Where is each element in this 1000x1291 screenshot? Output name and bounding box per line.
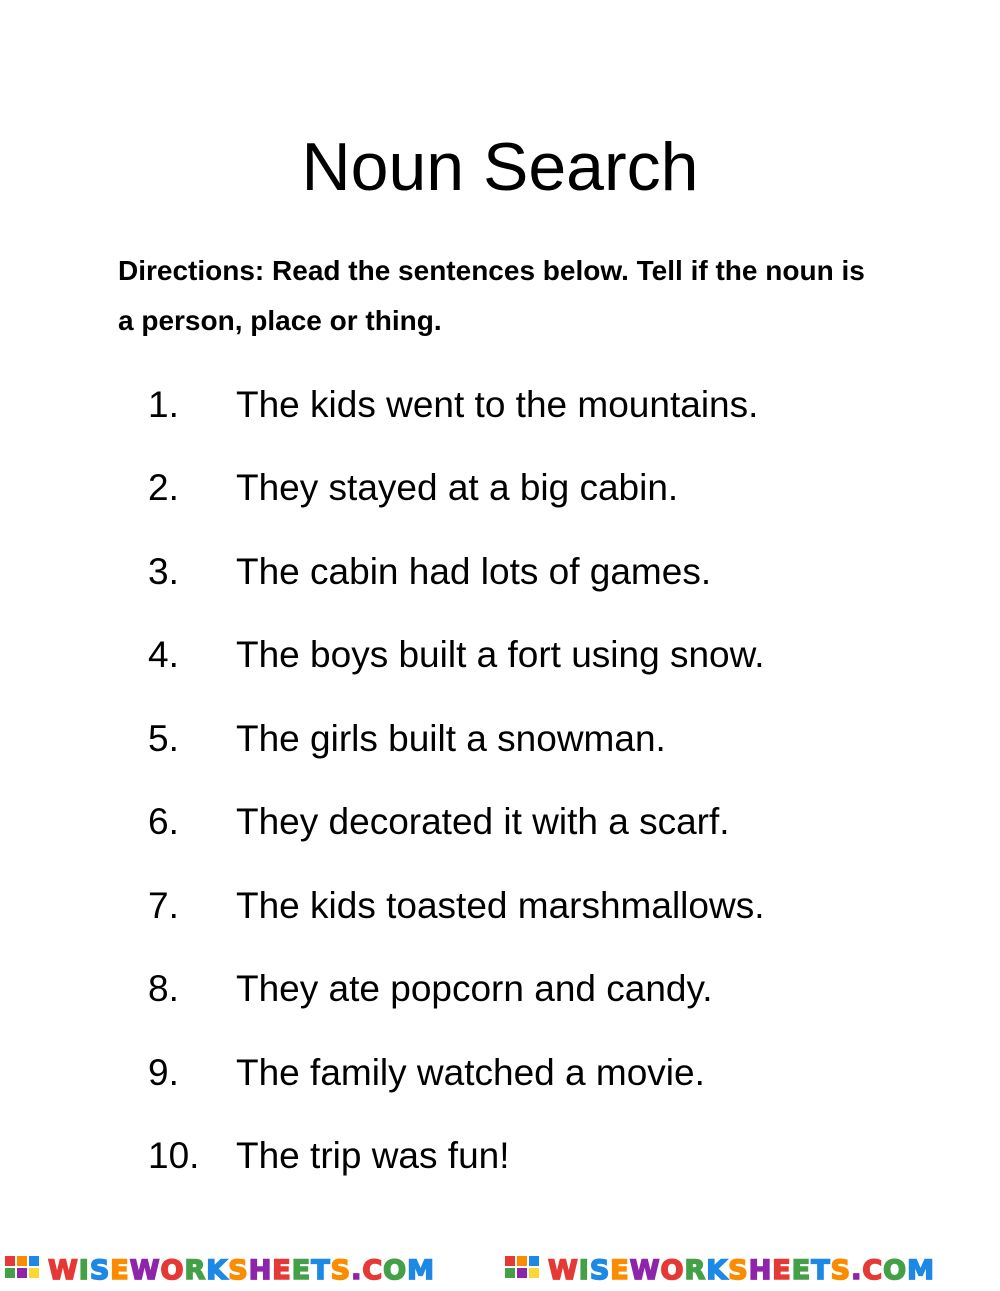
list-item bbox=[148, 363, 968, 447]
list-item bbox=[148, 1115, 968, 1199]
sentence-text: The kids toasted marshmallows. bbox=[236, 884, 765, 926]
watermark-text: WISEWORKSHEETS.COM bbox=[548, 1254, 935, 1286]
list-item bbox=[148, 781, 968, 865]
list-item bbox=[148, 614, 968, 698]
item-number: 5. bbox=[148, 717, 179, 759]
item-number: 6. bbox=[148, 801, 179, 843]
item-number: 9. bbox=[148, 1051, 179, 1093]
watermark-brand bbox=[500, 1252, 1000, 1288]
item-number: 10. bbox=[148, 1135, 200, 1177]
sentence-text: The boys built a fort using snow. bbox=[236, 634, 765, 676]
directions-text: Directions: Read the sentences below. Tell if the noun is a person, place or thing. bbox=[118, 255, 865, 336]
sentence-text: They ate popcorn and candy. bbox=[236, 968, 713, 1010]
sentence-text: They stayed at a big cabin. bbox=[236, 467, 679, 509]
sentence-list bbox=[148, 363, 968, 1198]
item-number: 2. bbox=[148, 467, 179, 509]
sentence-text: They decorated it with a scarf. bbox=[236, 801, 730, 843]
item-number: 3. bbox=[148, 550, 179, 592]
list-item bbox=[148, 697, 968, 781]
watermark-footer bbox=[0, 1252, 1000, 1288]
item-number: 7. bbox=[148, 884, 179, 926]
item-number: 4. bbox=[148, 634, 179, 676]
sentence-text: The girls built a snowman. bbox=[236, 717, 666, 759]
sentence-text: The family watched a movie. bbox=[236, 1051, 705, 1093]
list-item bbox=[148, 948, 968, 1032]
item-number: 1. bbox=[148, 383, 179, 425]
item-number: 8. bbox=[148, 968, 179, 1010]
sentence-text: The trip was fun! bbox=[236, 1135, 510, 1177]
watermark-brand bbox=[0, 1252, 500, 1288]
list-item bbox=[148, 1031, 968, 1115]
sentence-text: The cabin had lots of games. bbox=[236, 550, 712, 592]
list-item bbox=[148, 864, 968, 948]
watermark-text: WISEWORKSHEETS.COM bbox=[48, 1254, 435, 1286]
page-title: Noun Search bbox=[301, 129, 699, 205]
list-item bbox=[148, 447, 968, 531]
list-item bbox=[148, 530, 968, 614]
sentence-text: The kids went to the mountains. bbox=[236, 383, 759, 425]
wiseworksheets-logo-icon bbox=[4, 1255, 44, 1285]
wiseworksheets-logo-icon bbox=[504, 1255, 544, 1285]
